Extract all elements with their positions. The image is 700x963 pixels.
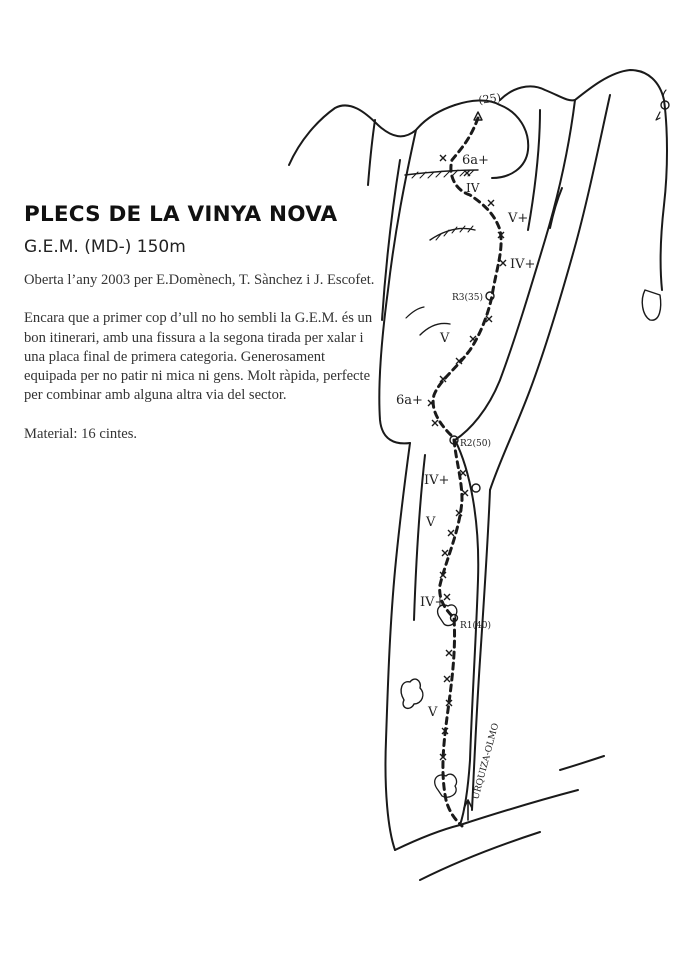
belay-2-label: R2(50)	[460, 439, 491, 449]
grade-label: 6a+	[462, 153, 489, 168]
belay-1-label: R1(40)	[460, 621, 491, 631]
adjacent-route-label: URQUIZA-OLMO	[471, 722, 502, 801]
grade-label: V	[428, 705, 438, 720]
grade-label: V	[440, 331, 450, 346]
route-opening: Oberta l’any 2003 per E.Domènech, T. Sànchez i J. Escofet.	[24, 272, 375, 288]
grade-label: IV+	[420, 595, 446, 610]
grade-label: IV+	[424, 473, 450, 488]
belay-3-label: R3(35)	[452, 293, 483, 303]
grade-label: V+	[508, 211, 529, 226]
anchor-label: (25)	[477, 90, 502, 107]
route-material: Material: 16 cintes.	[24, 425, 138, 442]
route-description: Encara que a primer cop d’ull no ho sembli la G.E.M. és un bon itinerari, amb una fissura a la segona tirada per xalar i una placa final de primera categoria. Generosament equipada per no patir ni mica ni gens. Molt ràpida, perfecte per combinar amb alguna altra via del sector.	[24, 310, 373, 404]
route-description-block	[24, 271, 376, 444]
route-subtitle: G.E.M. (MD-) 150m	[24, 237, 186, 257]
grade-label: IV+	[510, 257, 536, 272]
grade-label: IV	[466, 181, 480, 195]
route-title: PLECS DE LA VINYA NOVA	[24, 202, 338, 227]
grade-label: 6a+	[396, 393, 423, 408]
grade-label: V	[426, 515, 436, 530]
route-info	[24, 202, 376, 463]
